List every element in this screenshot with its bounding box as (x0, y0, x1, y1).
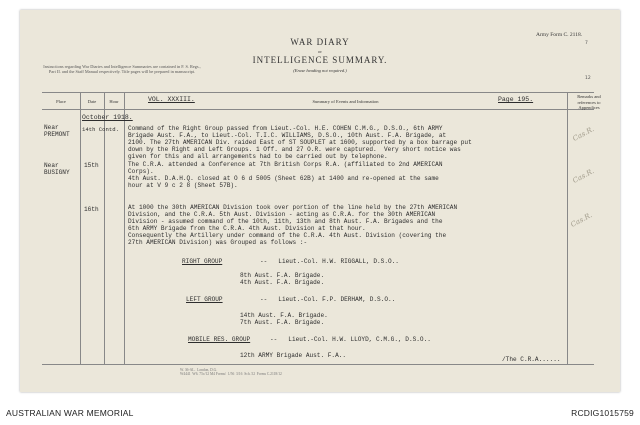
footer-institution: AUSTRALIAN WAR MEMORIAL (6, 408, 134, 418)
diary-subtitle: INTELLIGENCE SUMMARY. (252, 55, 388, 65)
diary-page (20, 10, 620, 392)
col-head-date: Date (87, 99, 97, 104)
col-head-hour: Hour (109, 99, 119, 104)
month-label: October 1918. (82, 114, 133, 121)
group-commander: -- Lieut.-Col. F.P. DERHAM, D.S.O.. (260, 296, 396, 303)
entry-text: The C.R.A. attended a Conference at 7th British Corps R.A. (affiliated to 2nd AMERICAN Corps). 4th Aust. D.A.H.Q. closed at O 6 d 5005 (Sheet 62B) at 1400 and re-opened at the same hour at V 9 c 2 8 (Sheet 57B). (128, 161, 443, 189)
corner-annotation: 7 12 (585, 41, 591, 81)
pencil-mark: Cas.R. (569, 211, 594, 229)
group-units: 14th Aust. F.A. Brigade. 7th Aust. F.A. Brigade. (240, 312, 328, 326)
group-name: LEFT GROUP (186, 296, 223, 303)
instructions-text: Instructions regarding War Diaries and Intelligence Summaries are contained in F. S. Regs., Part II. and the Staff Manual respectively. Title pages will be prepared in manuscript. (43, 64, 201, 75)
entry-place: Near BUSIGNY (44, 162, 70, 176)
pencil-mark: Cas.R. (571, 125, 596, 143)
diary-title: WAR DIARY (290, 37, 350, 47)
entry-text: At 1000 the 30th AMERICAN Division took over portion of the line held by the 27th AMERICAN Division, and the C.R.A. 5th Aust. Division - acting as C.R.A. for the 30th AMERICAN Division - assumed command of the 10th, 11th, 13th and 8th Aust. F.A. Brigades and the 6th ARMY Brigade from the C.R.A. 4th Aust. Division at that hour. Consequently the Artillery under command of the C.R.A. 4th Aust. Division (covering the 27th AMERICAN Division) was Grouped as follows :- (128, 204, 458, 246)
group-units: 12th ARMY Brigade Aust. F.A.. (240, 352, 347, 359)
group-commander: -- Lieut.-Col. H.W. LLOYD, C.M.G., D.S.O.. (270, 336, 431, 343)
table-bottom-rule (42, 364, 594, 365)
entry-date: 14th Contd. (82, 126, 119, 133)
printer-imprint: W. 36-AL. London, D.G. W4441 W6. 75c/12 M4 Forms/ 1/56 3/16 Sch. 52 Forms C.2118/12 (180, 368, 282, 377)
col-head-place: Place (56, 99, 66, 104)
col-rule-place (80, 92, 81, 364)
group-commander: -- Lieut.-Col. H.W. RIGGALL, D.S.O.. (260, 258, 399, 265)
entry-text: Command of the Right Group passed from Lieut.-Col. H.E. COHEN C.M.G., D.S.O., 6th ARMY Brigade Aust. F.A., to Lieut.-Col. T.I.C. WILLIAMS, D.S.O., 10th Aust. F.A. Brigade, at 2100. The 27th AMERICAN Div. raided East of ST SOUPLET at 1600, supported by a box barrage put down by the Right and Left Groups. 1 Off. and 27 O.R. were captured. Very short notice was given for this and all arrangements had to be carried out by telephone. (128, 125, 472, 160)
col-rule-remarks (567, 92, 568, 364)
col-head-remarks: Remarks and references to Appendices (577, 94, 601, 110)
group-units: 8th Aust. F.A. Brigade. 4th Aust. F.A. Brigade. (240, 272, 325, 286)
form-number: Army Form C. 2118. (536, 32, 583, 38)
entry-place: Near PREMONT (44, 124, 70, 138)
page-label: Page 195. (498, 96, 534, 103)
volume-label: VOL. XXXIII. (148, 96, 195, 103)
entry-date: 15th (84, 162, 99, 169)
heading-note: (Erase heading not required.) (293, 68, 347, 73)
col-head-summary: Summary of Events and Information (312, 99, 379, 104)
entry-date: 16th (84, 206, 99, 213)
diary-title-or: or (318, 49, 322, 54)
col-rule-hour (124, 92, 125, 364)
continuation-note: /The C.R.A...... (502, 356, 561, 363)
footer-reference: RCDIG1015759 (571, 408, 634, 418)
pencil-mark: Cas.R. (571, 167, 596, 185)
group-name: MOBILE RES. GROUP (188, 336, 251, 343)
group-name: RIGHT GROUP (182, 258, 223, 265)
